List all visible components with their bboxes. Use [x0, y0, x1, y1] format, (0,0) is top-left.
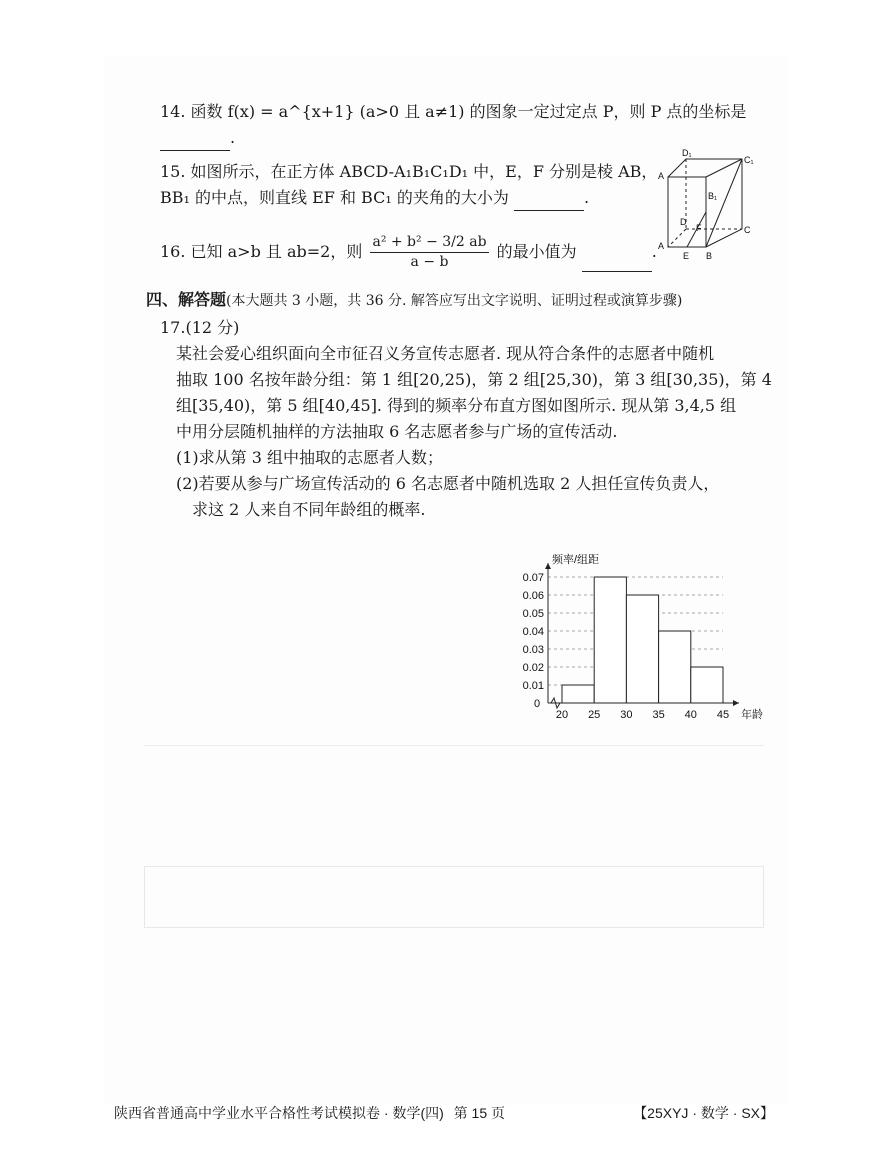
x-axis-arrow	[733, 700, 739, 706]
histogram-bar	[691, 667, 723, 703]
q17-number: 17.	[160, 318, 186, 337]
cube-label-b: B	[706, 251, 713, 261]
question-16: 16. 已知 a>b 且 ab=2，则 $\frac{\text{a² + b² − 3/2 ab}}{a - b}$ 的最小值为 .	[160, 234, 657, 270]
section-4-title: 四、解答题	[146, 290, 227, 309]
x-tick-label: 25	[588, 709, 601, 721]
cube-label-a1: A	[658, 171, 665, 181]
histogram-bar	[562, 685, 594, 703]
cube-label-d: D	[680, 217, 687, 227]
cube-label-d1: D₁	[682, 148, 692, 158]
q16-answer-blank	[582, 257, 652, 272]
x-tick-label: 40	[684, 709, 697, 721]
q17-para-1: 某社会爱心组织面向全市征召义务宣传志愿者. 现从符合条件的志愿者中随机	[176, 344, 715, 363]
q15-number: 15.	[160, 162, 186, 181]
q15-answer-blank	[514, 196, 584, 211]
q17-sub2b: 求这 2 人来自不同年龄组的概率.	[192, 500, 426, 519]
q17-sub2a: (2)若要从参与广场宣传活动的 6 名志愿者中随机选取 2 人担任宣传负责人，	[176, 474, 720, 493]
exam-page	[104, 55, 788, 1121]
page-footer	[114, 1103, 774, 1123]
q16-fraction-numerator: a² + b² − 3/2 ab	[370, 233, 488, 253]
question-14: 14. 函数 f(x) = a^{x+1} (a>0 且 a≠1) 的图象一定过定点 P，则 P 点的坐标是 .	[160, 99, 780, 151]
cube-label-a: A	[658, 241, 665, 251]
x-tick-label: 20	[555, 709, 569, 721]
q16-text-a: 已知 a>b 且 ab=2，则	[190, 242, 363, 261]
x-tick-label: 45	[716, 709, 730, 721]
histogram-bar	[659, 631, 691, 703]
histogram-bar	[626, 595, 658, 703]
y-axis-arrow	[545, 563, 551, 569]
cube-label-c: C	[744, 225, 751, 235]
cube-label-e: E	[683, 251, 690, 261]
cube-label-f: F	[696, 223, 702, 233]
q14-answer-blank	[160, 136, 230, 151]
section-4-heading	[146, 288, 786, 313]
x-tick-label: 35	[652, 709, 665, 721]
footer-page: 第 15 页	[453, 1105, 506, 1121]
q17-para-3: 组[35,40)，第 5 组[40,45]. 得到的频率分布直方图如图所示. 现从第 3,4,5 组	[176, 396, 737, 415]
y-tick-label: 0.07	[522, 572, 544, 584]
footer-title: 陕西省普通高中学业水平合格性考试模拟卷 · 数学(四)	[114, 1105, 444, 1121]
section-4-note: (本大题共 3 小题，共 36 分. 解答应写出文字说明、证明过程或演算步骤)	[226, 293, 683, 309]
q17-sub1: (1)求从第 3 组中抽取的志愿者人数；	[176, 448, 444, 467]
x-tick-label: 30	[620, 709, 633, 721]
q16-fraction-denominator: a − b	[410, 254, 449, 270]
q15-line2: BB₁ 的中点，则直线 EF 和 BC₁ 的夹角的大小为	[160, 188, 509, 207]
q15-line1: 如图所示，在正方体 ABCD-A₁B₁C₁D₁ 中，E，F 分别是棱 AB，	[190, 162, 658, 181]
bleed-through-text	[144, 745, 764, 1066]
y-tick-label: 0.05	[522, 608, 544, 620]
cube-label-b1: B₁	[708, 191, 718, 201]
q17-para-2: 抽取 100 名按年龄分组：第 1 组[20,25)，第 2 组[25,30)，第 3 组[30,35)，第 4	[176, 370, 772, 389]
y-tick-label: 0.04	[522, 626, 544, 638]
q16-number: 16.	[160, 242, 186, 261]
footer-code: 【25XYJ · 数学 · SX】	[633, 1105, 774, 1121]
question-17	[160, 315, 780, 523]
y-tick-label: 0.02	[522, 662, 544, 674]
x-axis-label: 年龄	[741, 709, 763, 721]
y-axis-label: 频率/组距	[552, 554, 600, 566]
q17-score: (12 分)	[185, 318, 240, 337]
q17-header	[160, 315, 780, 341]
histogram-bar	[594, 577, 626, 703]
y-tick-label: 0.03	[522, 644, 544, 656]
histogram-figure	[500, 551, 763, 735]
histogram-svg	[500, 551, 763, 731]
q14-text: 函数 f(x) = a^{x+1} (a>0 且 a≠1) 的图象一定过定点 P，则 P 点的坐标是	[190, 102, 747, 121]
y-tick-label: 0.01	[522, 680, 544, 692]
q14-number: 14.	[160, 102, 186, 121]
q16-text-b: 的最小值为	[496, 242, 577, 261]
origin-label: 0	[534, 698, 541, 710]
q17-para-4: 中用分层随机抽样的方法抽取 6 名志愿者参与广场的宣传活动.	[176, 422, 618, 441]
question-15: 15. 如图所示，在正方体 ABCD-A₁B₁C₁D₁ 中，E，F 分别是棱 AB， BB₁ 的中点，则直线 EF 和 BC₁ 的夹角的大小为 .	[160, 159, 660, 211]
cube-label-c1: C₁	[744, 155, 754, 165]
y-tick-label: 0.06	[522, 590, 544, 602]
q16-fraction	[370, 233, 488, 272]
